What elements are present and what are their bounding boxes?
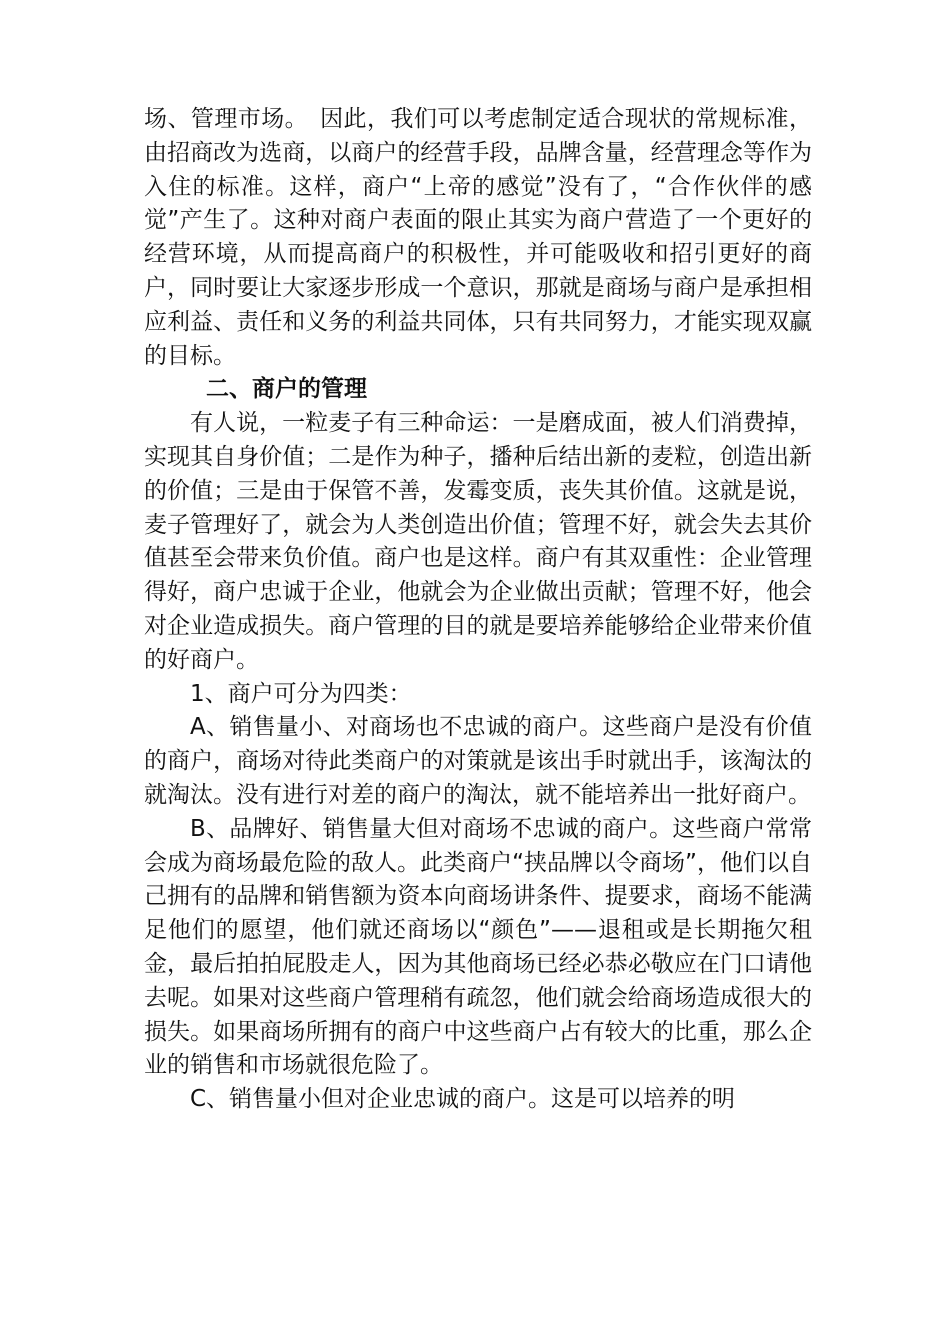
paragraph-wheat-analogy: 有人说，一粒麦子有三种命运：一是磨成面，被人们消费掉，实现其自身价值；二是作为种子，播种后结出新的麦粒，创造出新的价值；三是由于保管不善，发霉变质，丧失其价值。这就是说，麦子管理好了，就会为人类创造出价值；管理不好，就会失去其价值甚至会带来负价值。商户也是这样。商户有其双重性：企业管理得好，商户忠诚于企业，他就会为企业做出贡献；管理不好，他会对企业造成损失。商户管理的目的就是要培养能够给企业带来价值的好商户。 [144, 410, 812, 673]
document-page [144, 103, 812, 1117]
paragraph-category-a: A、销售量小、对商场也不忠诚的商户。这些商户是没有价值的商户，商场对待此类商户的对策就是该出手时就出手，该淘汰的就淘汰。没有进行对差的商户的淘汰，就不能培养出一批好商户。 [144, 714, 812, 808]
paragraph-category-b: B、品牌好、销售量大但对商场不忠诚的商户。这些商户常常会成为商场最危险的敌人。此类商户“挟品牌以令商场”，他们以自己拥有的品牌和销售额为资本向商场讲条件、提要求，商场不能满足他们的愿望，他们就还商场以“颜色”——退租或是长期拖欠租金，最后拍拍屁股走人，因为其他商场已经必恭必敬应在门口请他去呢。如果对这些商户管理稍有疏忽，他们就会给商场造成很大的损失。如果商场所拥有的商户中这些商户占有较大的比重，那么企业的销售和市场就很危险了。 [144, 815, 812, 1079]
section-heading: 二、商户的管理 [206, 376, 367, 403]
paragraph-continuation: 场、管理市场。 因此，我们可以考虑制定适合现状的常规标准，由招商改为选商，以商户的经营手段，品牌含量，经营理念等作为入住的标准。这样，商户“上帝的感觉”没有了，“合作伙伴的感觉”产生了。这种对商户表面的限止其实为商户营造了一个更好的经营环境，从而提高商户的积极性，并可能吸收和招引更好的商户，同时要让大家逐步形成一个意识，那就是商场与商户是承担相应利益、责任和义务的利益共同体，只有共同努力，才能实现双赢的目标。 [144, 106, 812, 369]
paragraph-category-intro: 1、商户可分为四类： [190, 680, 412, 707]
paragraph-category-c: C、销售量小但对企业忠诚的商户。这是可以培养的明 [190, 1086, 736, 1113]
